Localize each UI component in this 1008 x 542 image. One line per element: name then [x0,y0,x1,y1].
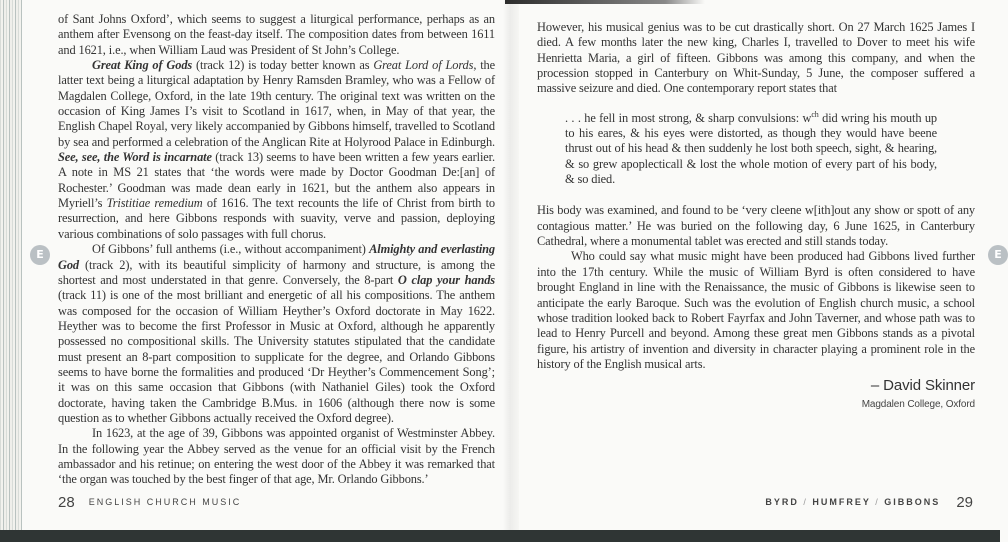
composer: GIBBONS [884,497,941,507]
block-quote [565,111,937,188]
author-signature: – David Skinner [870,377,975,395]
composer: BYRD [765,497,799,507]
page-stack-edge [0,0,22,530]
text: . . . he fell in most strong, & sharp convulsions: w [565,110,812,125]
text: (track 13) seems to have been written a few years earlier. A note in MS 21 states that ‘the words were made by Doctor Goodman De:[an] of Rochester.’ Goodman was made dean early in 1621, but the anthem also appears in Myriell’s [58,150,495,211]
work-title: Great King of Gods [92,58,193,73]
text: (track 2), with its beautiful simplicity of harmony and structure, is among the shortest and most understated in that genre. Conversely, the 8-part [58,257,495,287]
text: , the latter text being a liturgical adaptation by Henry Ramsden Bramley, who was a Fellow of Magdalen College, Oxford, in the late 19th century. The original text was written on the occasion of King James I’s visit to Scotland in 1617, when, in May of that year, the English Chapel Royal, very likely accompanied by Gibbons himself, travelled to Scotland by sea and performed a celebration of the Anglican Rite at Holyrood Palace in Edinburgh. [58,58,496,149]
work-title: Almighty and everlasting God [58,242,495,272]
text: of Sant Johns Oxford’, which seems to suggest a liturgical performance, perhaps as an anthem after Evensong on the feast-day itself. The composition dates from between 1611 and 1621, i.e., when William Laud was President of St John’s College. [58,12,495,57]
scan-shadow-bottom [0,530,1000,542]
work-title: Tristitiae remedium [106,196,203,211]
running-title: ENGLISH CHURCH MUSIC [88,497,242,507]
work-title: See, see, the Word is incarnate [58,150,212,165]
left-footer [58,494,241,512]
text: Of Gibbons’ full anthems (i.e., without accompaniment) [92,242,370,257]
separator: / [803,497,808,507]
right-footer [765,494,973,512]
text: In 1623, at the age of 39, Gibbons was appointed organist of Westminster Abbey. In the following year the Abbey served as the venue for an official visit by the French ambassador and his retinue; on entering the west door of the Abbey it was remarked that ‘the organ was touched by the best finger of that age, Mr. Orlando Gibbons.’ [58,426,495,487]
paragraph: His body was examined, and found to be ‘very cleene w[ith]out any show or spott of any contagious matter.’ He was buried on the following day, 6 June 1625, in Canterbury Cathedral, where a monumental tablet was erected and still stands today. [537,203,975,249]
page-number: 28 [58,494,75,511]
section-tab-e-right: E [988,245,1008,265]
separator: / [875,497,880,507]
scan-shadow-top [505,0,705,4]
text: of 1616. The text recounts the life of Christ from birth to resurrection, and here Gibbons responds with suavity, verve and passion, deploying various combinations of solo passages with full chorus. [58,196,496,241]
text: did wring his mouth up to his eares, & his eyes were distorted, as though they would have beene thrust out of his head & then suddenly he lost both speech, sight, & hearing, & so grew apoplecticall & lost the whole motion of every part of his body, & so died. [565,110,937,187]
superscript: ch [811,109,819,119]
work-title: O clap your hands [397,272,496,287]
book-gutter [503,0,519,530]
page-number: 29 [956,494,973,511]
paragraph [58,242,495,426]
paragraph [58,426,495,487]
paragraph: Who could say what music might have been produced had Gibbons lived further into the 17th century. While the music of William Byrd is often considered to have brought England in line with the Renaissance, the music of Gibbons is likewise seen to anticipate the early Baroque. Such was the evolution of English church music, a school whose tradition looked back to Robert Fayrfax and John Taverner, and whose path was to lead to Henry Purcell and beyond. Among these great men Gibbons stands as a pivotal figure, his artistry of invention and diversity in character playing a prominent role in the history of the English musical arts. [537,249,975,371]
text: (track 11) is one of the most brilliant and energetic of all his compositions. The anthem was composed for the occasion of William Heyther’s Oxford doctorate in May 1622. Heyther was to become the first Professor in Music at Oxford, although he apparently possessed no compositional skills. The University statutes stipulated that the candidate must present an 8-part composition to supplicate for the degree, and Orlando Gibbons seems to have borne the formalities and produced ‘Dr Heyther’s Commencement Song’; it was on this same occasion that Gibbons (with Nathaniel Giles) took the Oxford doctorate, having taken the Cambridge B.Mus. in 1606 (although there now is some question as to whether Gibbons actually received the Oxford degree). [58,288,495,425]
section-tab-e-left: E [30,245,50,265]
running-title [765,497,940,507]
paragraph: However, his musical genius was to be cut drastically short. On 27 March 1625 James I died. A few months later the new king, Charles I, travelled to Dover to meet his wife Henrietta Maria, a girl of fifteen. Gibbons was among this company, and when the procession stopped in Canterbury on Whit-Sunday, 5 June, the composer suffered a massive seizure and died. One contemporary report states that [537,20,975,96]
paragraph [58,58,495,242]
work-title: Great Lord of Lords [373,58,474,73]
paragraph [58,12,495,58]
author-affiliation: Magdalen College, Oxford [861,398,975,410]
left-page [58,12,495,488]
composer: HUMFREY [812,497,871,507]
right-page [537,20,975,412]
text: (track 12) is today better known as [192,58,374,73]
